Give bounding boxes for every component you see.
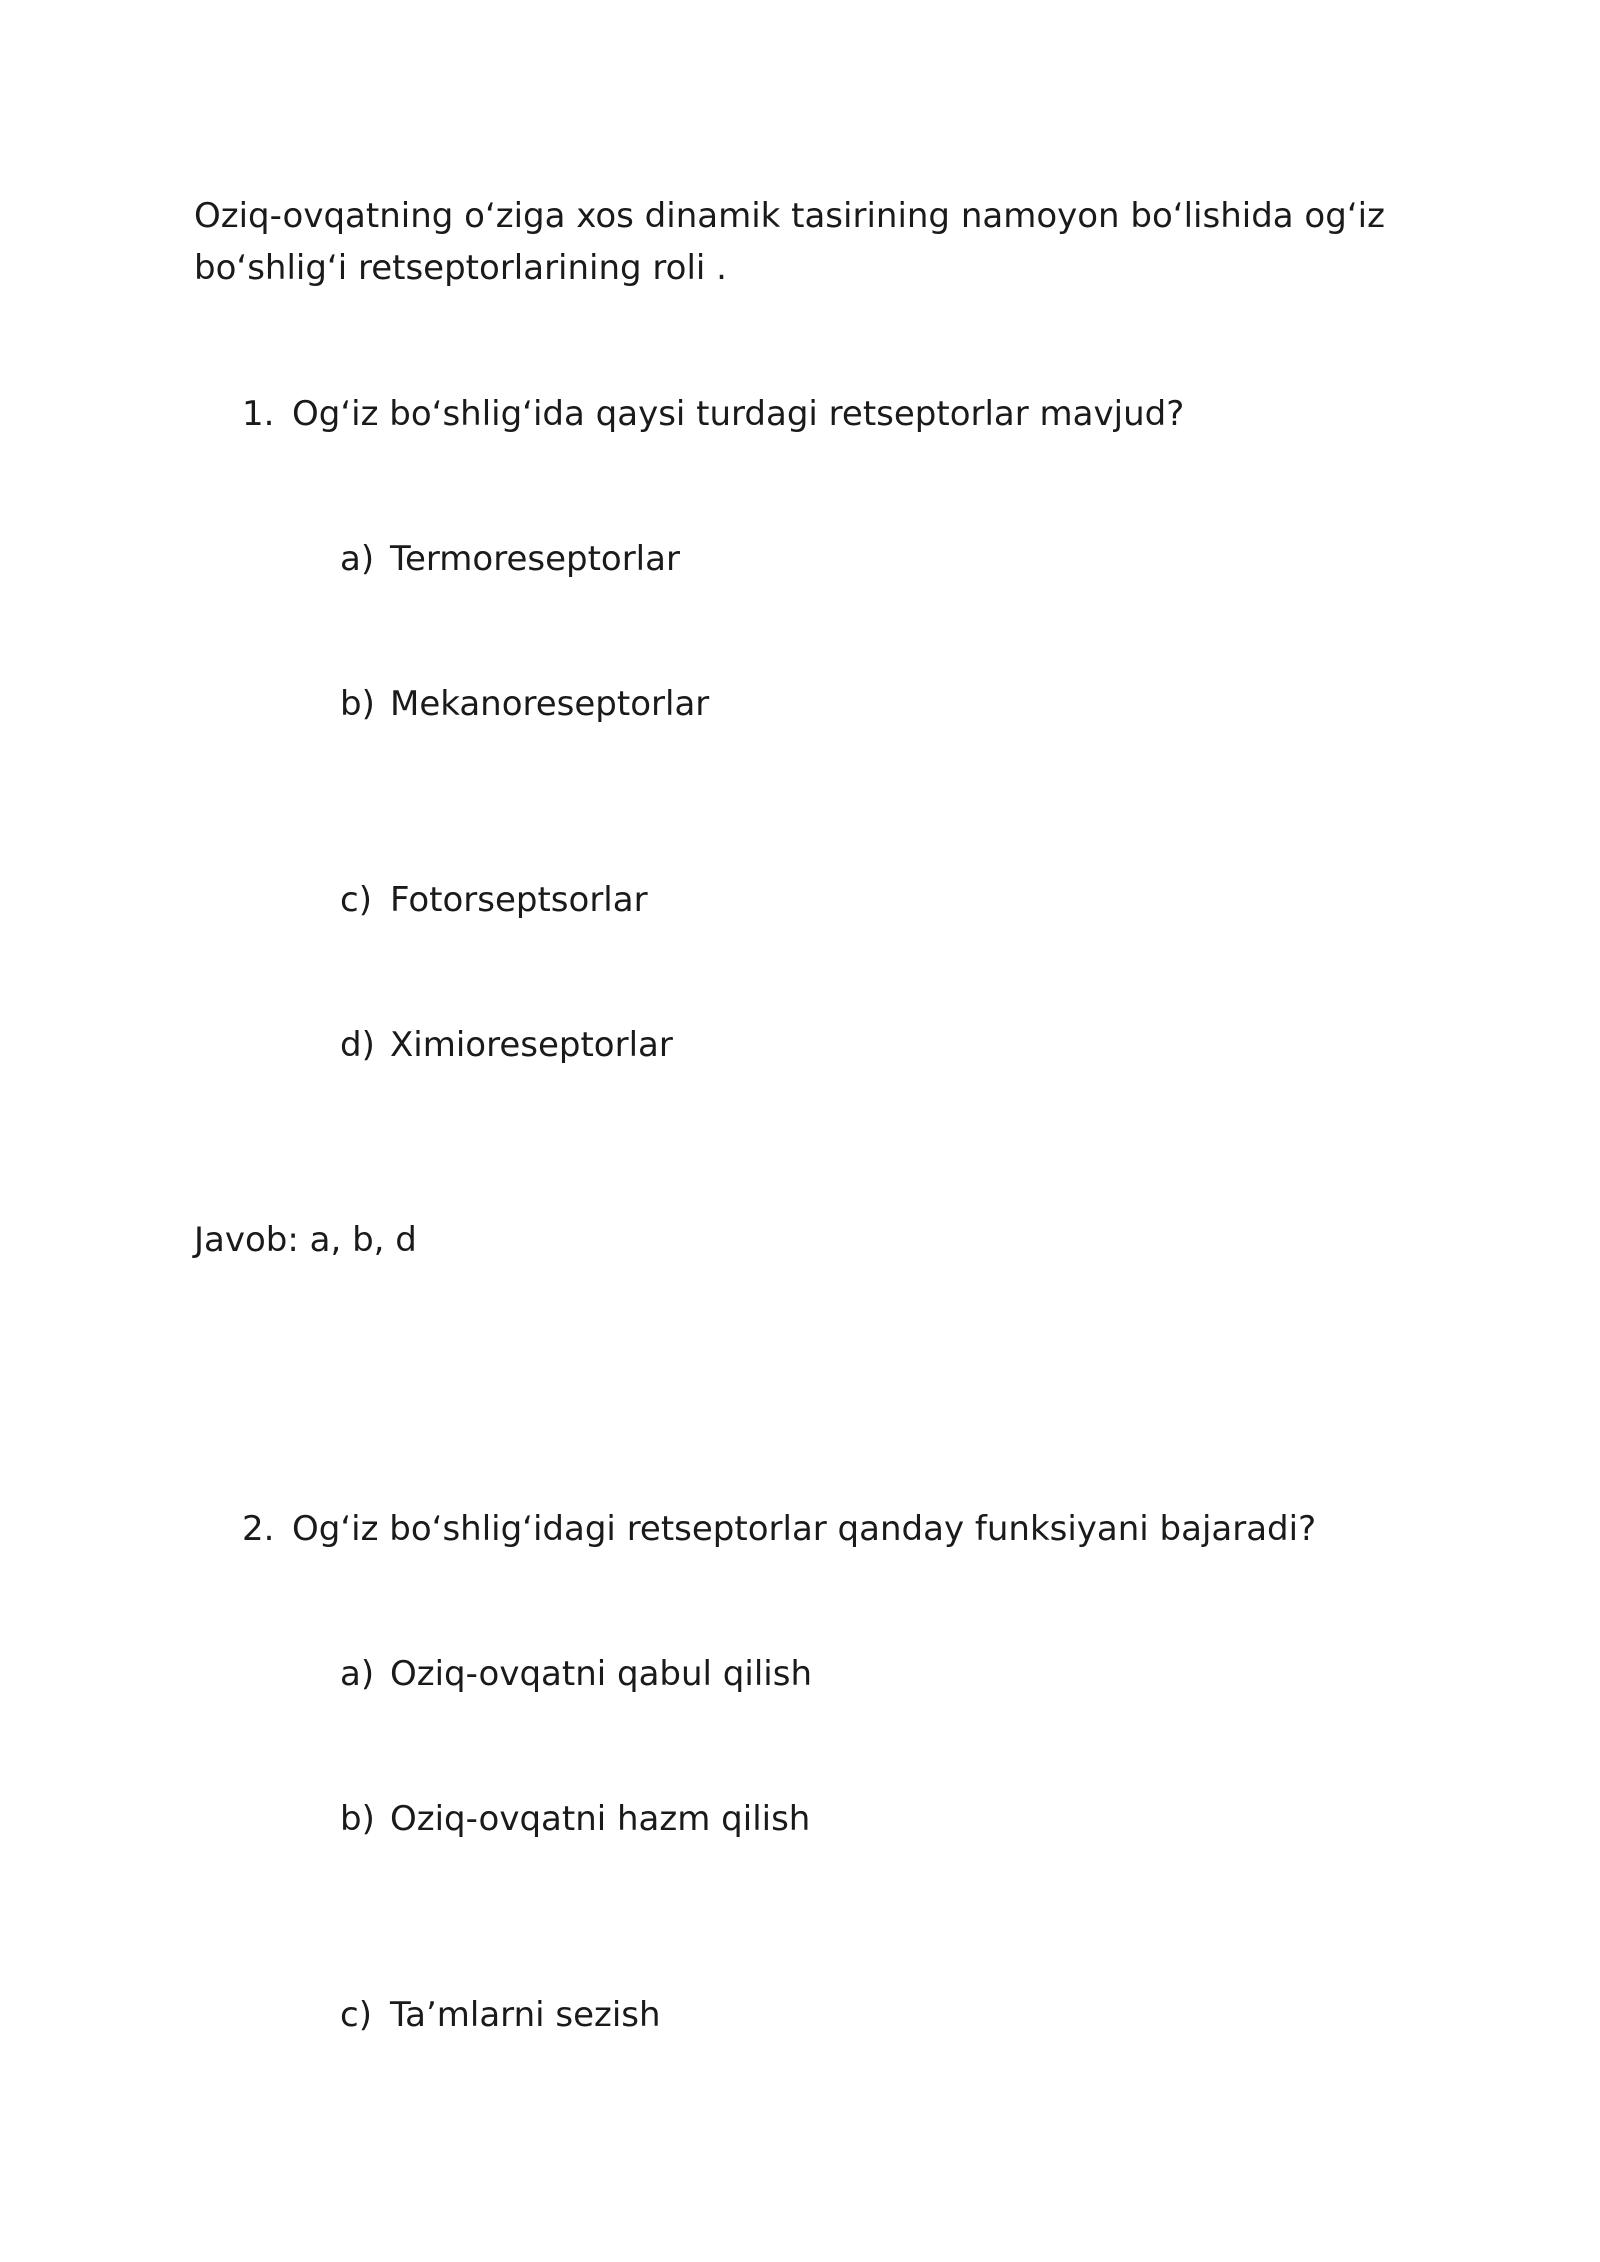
option-1c (340, 874, 648, 926)
option-letter: c) (340, 880, 372, 920)
question-text: Og‘iz bo‘shlig‘ida qaysi turdagi retseptorlar mavjud? (292, 394, 1185, 434)
option-letter: b) (340, 684, 375, 724)
option-2b (340, 1793, 810, 1845)
option-text: Termoreseptorlar (390, 539, 680, 579)
option-text: Ta’mlarni sezish (390, 1995, 661, 2035)
option-letter: b) (340, 1799, 375, 1839)
option-text: Fotorseptsorlar (390, 880, 648, 920)
document-title: Oziq-ovqatning o‘ziga xos dinamik tasirining namoyon bo‘lishida og‘iz bo‘shlig‘i retseptorlarining roli . (194, 196, 1385, 288)
option-2a (340, 1648, 812, 1700)
option-1a (340, 533, 680, 585)
option-text: Oziq-ovqatni qabul qilish (390, 1654, 812, 1694)
option-text: Ximioreseptorlar (390, 1025, 673, 1065)
option-text: Oziq-ovqatni hazm qilish (390, 1799, 811, 1839)
option-letter: a) (340, 1654, 375, 1694)
option-letter: c) (340, 1995, 372, 2035)
option-1b (340, 678, 709, 730)
question-2 (242, 1503, 1316, 1555)
option-1d (340, 1019, 673, 1071)
question-number: 1. (242, 394, 275, 434)
question-1 (242, 388, 1184, 440)
answer-1: Javob: a, b, d (194, 1220, 417, 1260)
question-number: 2. (242, 1509, 275, 1549)
option-letter: a) (340, 539, 375, 579)
option-letter: d) (340, 1025, 375, 1065)
option-2c (340, 1989, 661, 2041)
question-text: Og‘iz bo‘shlig‘idagi retseptorlar qanday funksiyani bajaradi? (292, 1509, 1317, 1549)
option-text: Mekanoreseptorlar (390, 684, 710, 724)
